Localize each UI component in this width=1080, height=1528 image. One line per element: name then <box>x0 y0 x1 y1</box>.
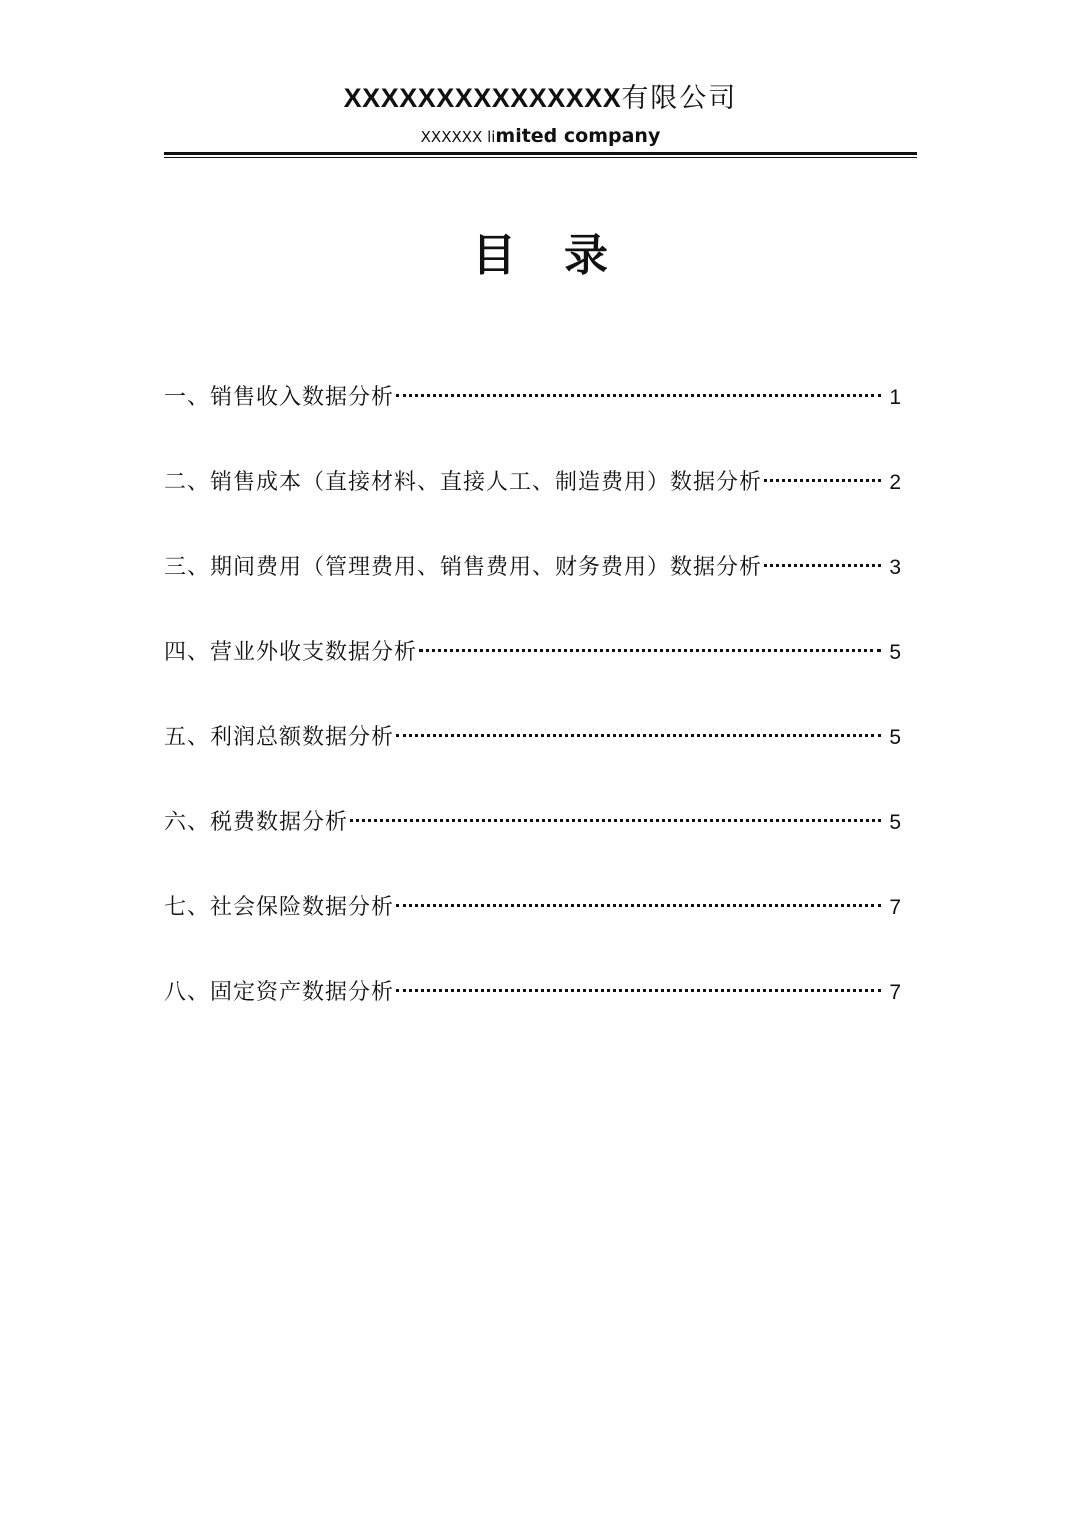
toc-dot-leader <box>350 819 881 822</box>
toc-item[interactable] <box>164 461 901 546</box>
company-name-en-main: mited company <box>495 125 661 147</box>
company-name-cn-prefix: XXXXXXXXXXXXXXX <box>343 83 622 113</box>
toc-list <box>164 376 901 1056</box>
toc-item-label: 七、社会保险数据分析 <box>164 895 395 920</box>
toc-item[interactable] <box>164 971 901 1056</box>
toc-dot-leader <box>396 734 881 737</box>
toc-dot-leader <box>396 904 881 907</box>
company-name-en <box>164 121 917 152</box>
toc-item[interactable] <box>164 546 901 631</box>
toc-item-page: 3 <box>889 556 901 579</box>
company-name-en-small: XXXXXX li <box>420 128 496 146</box>
toc-item-page: 1 <box>889 386 901 409</box>
toc-item[interactable] <box>164 886 901 971</box>
toc-item[interactable] <box>164 801 901 886</box>
toc-item-page: 5 <box>889 811 901 834</box>
toc-dot-leader <box>396 989 881 992</box>
header-divider-thick <box>164 152 917 155</box>
toc-dot-leader <box>419 649 881 652</box>
toc-item-label: 五、利润总额数据分析 <box>164 725 395 750</box>
toc-item[interactable] <box>164 716 901 801</box>
toc-item-page: 7 <box>889 981 901 1004</box>
toc-dot-leader <box>764 564 881 567</box>
toc-item-page: 5 <box>889 641 901 664</box>
toc-dot-leader <box>396 394 881 397</box>
toc-item[interactable] <box>164 376 901 461</box>
toc-dot-leader <box>764 479 881 482</box>
toc-item-page: 5 <box>889 726 901 749</box>
toc-item-page: 7 <box>889 896 901 919</box>
toc-title: 目录 <box>472 230 656 281</box>
toc-item-label: 六、税费数据分析 <box>164 810 349 835</box>
toc-item-label: 一、销售收入数据分析 <box>164 385 395 410</box>
toc-item-label: 四、营业外收支数据分析 <box>164 640 418 665</box>
toc-item-label: 三、期间费用（管理费用、销售费用、财务费用）数据分析 <box>164 555 763 580</box>
company-name-cn-suffix: 有限公司 <box>621 83 738 114</box>
toc-item-label: 八、固定资产数据分析 <box>164 980 395 1005</box>
toc-item-page: 2 <box>889 471 901 494</box>
header-divider-thin <box>164 157 917 158</box>
toc-item-label: 二、销售成本（直接材料、直接人工、制造费用）数据分析 <box>164 470 763 495</box>
toc-item[interactable] <box>164 631 901 716</box>
document-header <box>164 78 917 152</box>
company-name-cn <box>164 78 917 119</box>
